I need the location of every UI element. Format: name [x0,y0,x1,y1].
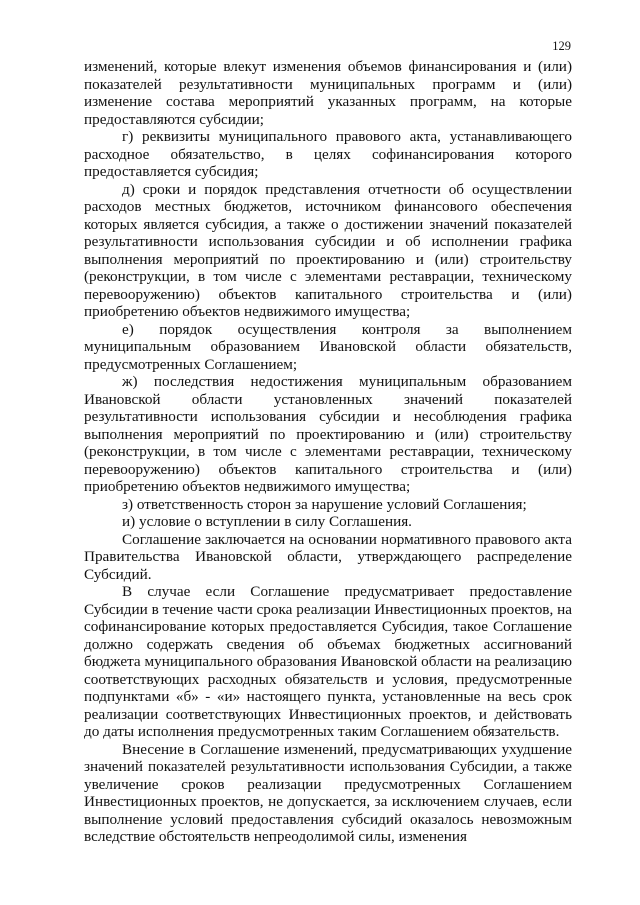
paragraph: и) условие о вступлении в силу Соглашения. [122,513,412,530]
paragraph: г) реквизиты муниципального правового акта, устанавливающего расходное обязательство, в целях софинансирования которого предоставляется субсидия; [84,128,572,180]
paragraph: е) порядок осуществления контроля за выполнением муниципальным образованием Ивановской области обязательств, предусмотренных Соглашением; [84,320,572,373]
paragraph: ж) последствия недостижения муниципальным образованием Ивановской области установленных значений показателей результативности использования субсидии и несоблюдения графика выполнения мероприятий по проектированию и (или) строительству (реконструкции, в том числе с элементами реставрации, техническому перевооружению) объектов капитального строительства и (или) приобретению объектов недвижимого имущества; [84,373,572,495]
paragraph: д) сроки и порядок представления отчетности об осуществлении расходов местных бюджетов, источником финансового обеспечения которых является субсидия, а также о достижении значений показателей результативности использования субсидии и об исполнении графика выполнения мероприятий по проектированию и (или) строительству (реконструкции, в том числе с элементами реставрации, техническому перевооружению) объектов капитального строительства и (или) приобретению объектов недвижимого имущества; [84,180,572,320]
document-body [84,58,572,846]
paragraph: з) ответственность сторон за нарушение условий Соглашения; [122,495,527,513]
paragraph: Внесение в Соглашение изменений, предусматривающих ухудшение значений показателей результативности использования Субсидии, а также увеличение сроков реализации предусмотренных Соглашением Инвестиционных проектов, не допускается, за исключением случаев, если выполнение условий предоставления субсидий оказалось невозможным вследствие обстоятельств непреодолимой силы, изменения [84,740,572,845]
paragraph: изменений, которые влекут изменения объемов финансирования и (или) показателей результативности муниципальных программ и (или) изменение состава мероприятий указанных программ, на которые предоставляются субсидии; [84,58,572,128]
paragraph: В случае если Соглашение предусматривает предоставление Субсидии в течение части срока реализации Инвестиционных проектов, на софинансирование которых предоставляется Субсидия, такое Соглашение должно содержать сведения об объемах бюджетных ассигнований бюджета муниципального образования Ивановской области на реализацию соответствующих расходных обязательств и условия, предусмотренные подпунктами «б» - «и» настоящего пункта, установленные на весь срок реализации соответствующих Инвестиционных проектов, и действовать до даты исполнения предусмотренных таким Соглашением обязательств. [84,583,572,740]
page-number: 129 [552,39,571,53]
paragraph: Соглашение заключается на основании нормативного правового акта Правительства Ивановской области, утверждающего распределение Субсидий. [84,530,572,583]
